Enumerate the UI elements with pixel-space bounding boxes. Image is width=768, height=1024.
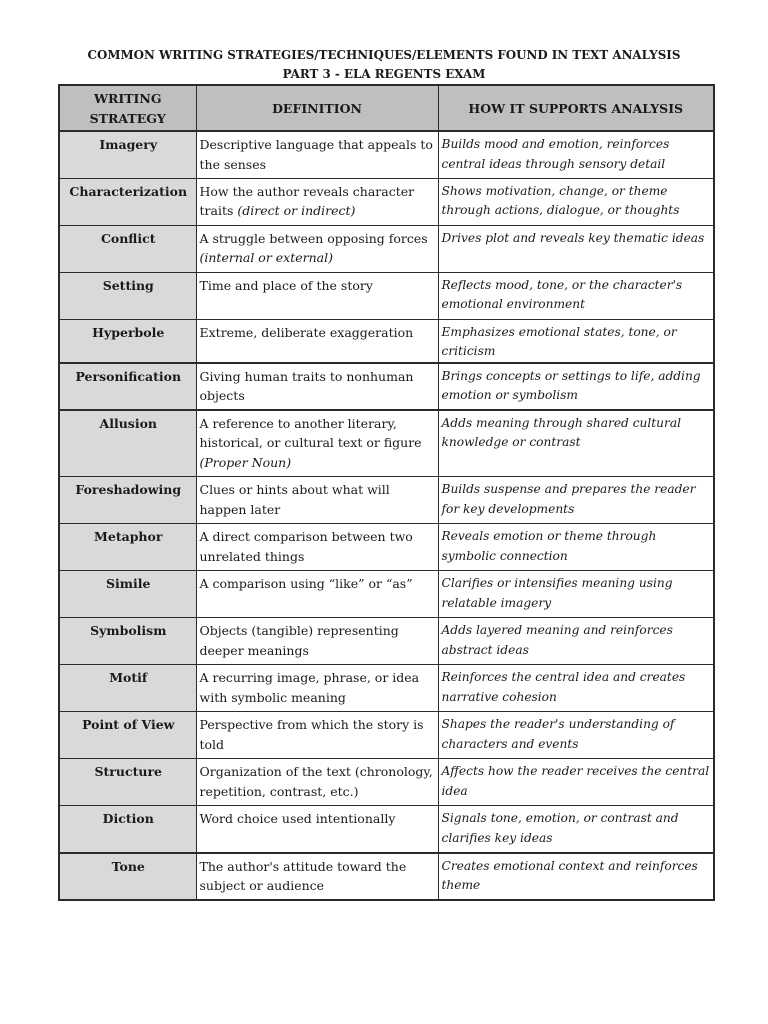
definition-text: How the author reveals character traits [199,183,415,218]
strategy-term: Imagery [59,131,196,178]
strategy-analysis: Reinforces the central idea and creates narrative cohesion [438,665,714,712]
strategy-analysis: Adds layered meaning and reinforces abstract ideas [438,618,714,665]
table-row [59,853,714,900]
table-row [59,759,714,806]
strategy-term: Allusion [59,410,196,477]
strategy-term: Structure [59,759,196,806]
strategy-analysis: Shapes the reader's understanding of characters and events [438,712,714,759]
strategy-term: Metaphor [59,524,196,571]
strategy-definition [196,363,438,410]
strategy-analysis: Creates emotional context and reinforces theme [438,853,714,900]
strategy-definition [196,272,438,319]
strategy-analysis: Builds suspense and prepares the reader for key developments [438,477,714,524]
strategy-definition [196,225,438,272]
strategy-analysis: Signals tone, emotion, or contrast and clarifies key ideas [438,806,714,853]
title-line-1: COMMON WRITING STRATEGIES/TECHNIQUES/ELEMENTS FOUND IN TEXT ANALYSIS [87,47,681,62]
strategy-term: Personification [59,363,196,410]
title-line-2: PART 3 - ELA REGENTS EXAM [282,66,486,81]
strategy-term: Symbolism [59,618,196,665]
definition-note: (Proper Noun) [199,454,292,470]
strategy-analysis: Clarifies or intensifies meaning using relatable imagery [438,571,714,618]
strategy-definition [196,853,438,900]
strategy-analysis: Adds meaning through shared cultural knowledge or contrast [438,410,714,477]
definition-text: Extreme, deliberate exaggeration [199,324,414,340]
strategy-term: Simile [59,571,196,618]
strategy-definition [196,319,438,363]
strategy-table [58,84,715,901]
definition-text: Giving human traits to nonhuman objects [199,368,414,403]
strategy-definition [196,131,438,178]
definition-text: The author's attitude toward the subject or audience [199,858,407,893]
table-row [59,618,714,665]
strategy-term: Tone [59,853,196,900]
strategy-term: Point of View [59,712,196,759]
strategy-definition [196,665,438,712]
strategy-term: Motif [59,665,196,712]
definition-text: Descriptive language that appeals to the senses [199,137,433,172]
strategy-definition [196,759,438,806]
strategy-analysis: Emphasizes emotional states, tone, or criticism [438,319,714,363]
table-row [59,131,714,178]
definition-text: Word choice used intentionally [199,811,396,826]
definition-text: Perspective from which the story is told [199,717,424,752]
strategy-definition [196,410,438,477]
table-row [59,319,714,363]
strategy-definition [196,477,438,524]
strategy-term: Setting [59,272,196,319]
table-row [59,225,714,272]
strategy-analysis: Drives plot and reveals key thematic ideas [438,225,714,272]
strategy-analysis: Reflects mood, tone, or the character's emotional environment [438,272,714,319]
table-row [59,363,714,410]
definition-text: A comparison using “like” or “as” [199,576,413,591]
strategy-definition [196,571,438,618]
table-row [59,806,714,853]
strategy-definition [196,524,438,571]
table-row [59,272,714,319]
definition-text: A reference to another literary, historical, or cultural text or figure [199,415,422,450]
table-row [59,712,714,759]
definition-text: A recurring image, phrase, or idea with symbolic meaning [199,670,420,705]
document-title [19,45,749,83]
header-row [59,85,714,131]
definition-note: (internal or external) [199,250,333,265]
definition-text: Organization of the text (chronology, repetition, contrast, etc.) [199,764,433,799]
strategy-definition [196,178,438,225]
definition-text: Objects (tangible) representing deeper meanings [199,623,399,658]
definition-text: Clues or hints about what will happen later [199,482,390,517]
definition-text: A struggle between opposing forces [199,230,428,246]
header-definition: DEFINITION [196,85,438,131]
definition-note: (direct or indirect) [237,203,356,218]
table-row [59,178,714,225]
strategy-term: Diction [59,806,196,853]
header-writing-strategy: WRITING STRATEGY [59,85,196,131]
strategy-definition [196,712,438,759]
strategy-analysis: Brings concepts or settings to life, adding emotion or symbolism [438,363,714,410]
strategy-analysis: Builds mood and emotion, reinforces central ideas through sensory detail [438,131,714,178]
strategy-analysis: Shows motivation, change, or theme through actions, dialogue, or thoughts [438,178,714,225]
strategy-definition [196,618,438,665]
header-how-it-supports-analysis: HOW IT SUPPORTS ANALYSIS [438,85,714,131]
strategy-term: Hyperbole [59,319,196,363]
definition-text: A direct comparison between two unrelated things [199,529,413,564]
strategy-term: Characterization [59,178,196,225]
strategy-definition [196,806,438,853]
table-row [59,410,714,477]
strategy-term: Conflict [59,225,196,272]
definition-text: Time and place of the story [199,277,373,293]
strategy-term: Foreshadowing [59,477,196,524]
table-row [59,524,714,571]
table-row [59,571,714,618]
strategy-analysis: Reveals emotion or theme through symbolic connection [438,524,714,571]
table-row [59,477,714,524]
table-row [59,665,714,712]
strategy-analysis: Affects how the reader receives the central idea [438,759,714,806]
